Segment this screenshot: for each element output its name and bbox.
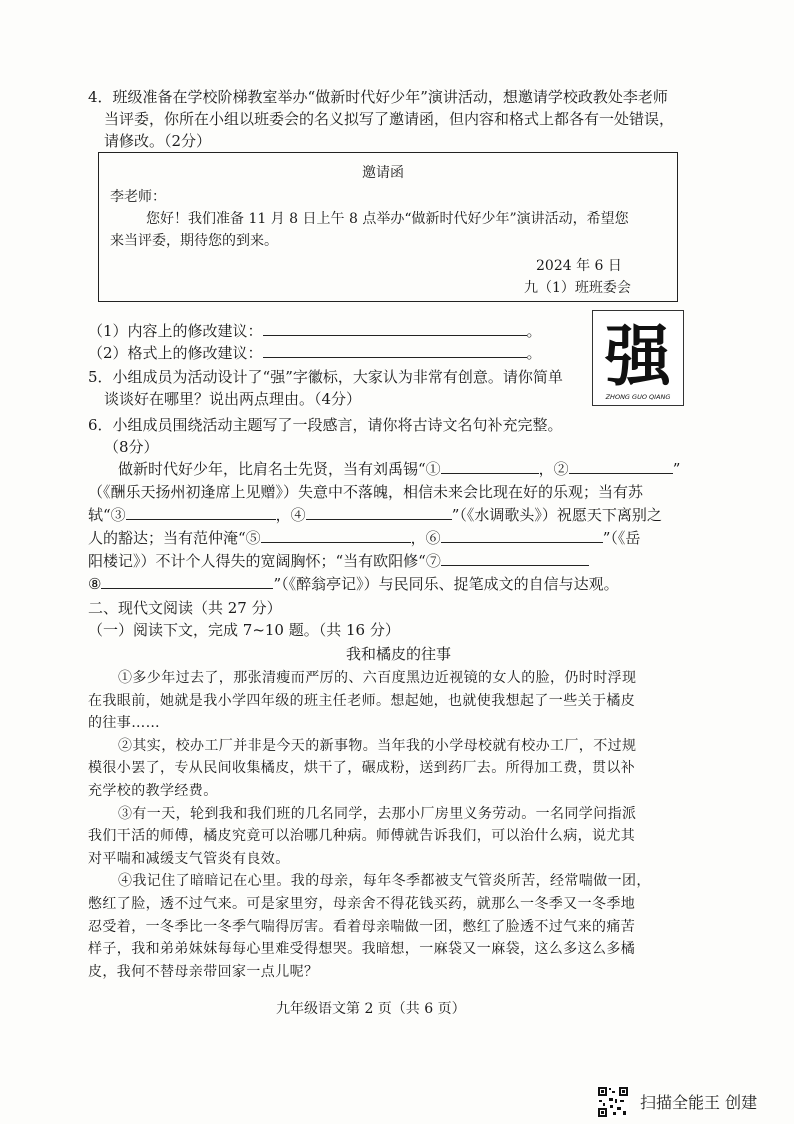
article-line: 忍受着，一冬季比一冬季气喘得厉害。看着母亲喘做一团，憋红了脸透不过气来的痛苦 bbox=[88, 918, 636, 935]
q6-text: ”（《醉翁亭记》）与民同乐、捉笔成文的自信与达观。 bbox=[273, 575, 619, 593]
q6-text: ” bbox=[672, 460, 681, 478]
q6-text: ，② bbox=[538, 460, 569, 478]
q4-format-label: （2）格式上的修改建议： bbox=[88, 344, 263, 362]
blank-5[interactable] bbox=[261, 527, 411, 543]
article-line: 的往事…… bbox=[88, 715, 160, 732]
q6-text: ”（《岳 bbox=[602, 529, 641, 547]
article-line: 对平喘和减缓支气管炎有良效。 bbox=[88, 850, 290, 867]
article-line: 我们干活的师傅，橘皮究竟可以治哪几种病。师傅就告诉我们，可以治什么病，说尤其 bbox=[88, 828, 636, 845]
article-line: ③有一天，轮到我和我们班的几名同学，去那小厂房里义务劳动。一名同学问指派 bbox=[118, 805, 637, 822]
q6-para-line-6 bbox=[88, 573, 708, 595]
blank-6[interactable] bbox=[441, 527, 603, 543]
q6-para-line-3 bbox=[88, 504, 708, 526]
q4-format-period: 。 bbox=[526, 344, 542, 362]
q5-line-1: 5．小组成员为活动设计了“强”字徽标，大家认为非常有创意。请你简单 bbox=[88, 368, 563, 386]
article-line: 皮，我何不替母亲带回家一点儿呢？ bbox=[88, 963, 319, 980]
invitation-date: 2024 年 6 日 bbox=[536, 258, 622, 274]
q4-line-2: 当评委，你所在小组以班委会的名义拟写了邀请函，但内容和格式上都各有一处错误， bbox=[104, 110, 675, 128]
q6-text: 轼“③ bbox=[88, 506, 126, 524]
article-line: 模很小罢了，专从民间收集橘皮，烘干了，碾成粉，送到药厂去。所得加工费，贯以补 bbox=[88, 760, 636, 777]
article-line: ①多少年过去了，那张清瘦而严厉的、六百度黑边近视镜的女人的脸，仍时时浮现 bbox=[118, 670, 637, 686]
q6-text: 做新时代好少年，比肩名士先贤，当有刘禹锡“① bbox=[118, 460, 441, 478]
article-line: ④我记住了暗暗记在心里。我的母亲，每年冬季都被支气管炎所苦，经常喘做一团， bbox=[118, 873, 651, 890]
invitation-body-2: 来当评委，期待您的到来。 bbox=[110, 233, 278, 249]
q4-content-label: （1）内容上的修改建议： bbox=[88, 322, 263, 340]
q6-para-line-5 bbox=[88, 550, 708, 572]
article-line: ②其实，校办工厂并非是今天的新事物。当年我的小学母校就有校办工厂，不过规 bbox=[118, 737, 637, 754]
page-footer: 九年级语文第 2 页（共 6 页） bbox=[276, 1001, 466, 1017]
qr-code-icon bbox=[597, 1086, 629, 1118]
q6-line-2: （8分） bbox=[104, 438, 159, 456]
q6-text: 阳楼记》）不计个人得失的宽阔胸怀；“当有欧阳修“⑦ bbox=[88, 552, 441, 570]
qiang-logo-char: 强 bbox=[605, 317, 671, 395]
watermark-text: 扫描全能王 创建 bbox=[640, 1093, 758, 1112]
q6-para-line-1 bbox=[118, 458, 738, 480]
q6-text: ，④ bbox=[275, 506, 306, 524]
q6-line-1: 6．小组成员围绕活动主题写了一段感言，请你将古诗文名句补充完整。 bbox=[88, 416, 563, 434]
qiang-logo-caption: ZHONG GUO QIANG bbox=[605, 393, 671, 401]
q6-para-line-4 bbox=[88, 527, 708, 549]
q6-text: ，⑥ bbox=[410, 529, 441, 547]
q6-text: ⑧ bbox=[88, 575, 102, 593]
article-line: 充学校的教学经费。 bbox=[88, 783, 218, 799]
invitation-body-1: 您好！我们准备 11 月 8 日上午 8 点举办“做新时代好少年”演讲活动，希望您 bbox=[146, 211, 629, 227]
article-line: 样子，我和弟弟妹妹每每心里难受得想哭。我暗想，一麻袋又一麻袋，这么多这么多橘 bbox=[88, 941, 636, 958]
blank-8[interactable] bbox=[101, 573, 273, 589]
article-title: 我和橘皮的往事 bbox=[346, 645, 452, 663]
section-2-heading: 二、现代文阅读（共 27 分） bbox=[88, 599, 282, 617]
blank-1[interactable] bbox=[441, 458, 539, 474]
q6-para-line-2: （《酬乐天扬州初逢席上见赠》）失意中不落魄，相信未来会比现在好的乐观；当有苏 bbox=[88, 483, 644, 501]
q4-line-1: 4．班级准备在学校阶梯教室举办“做新时代好少年”演讲活动，想邀请学校政教处李老师 bbox=[88, 88, 668, 106]
q6-text: ”（《水调歌头》）祝愿天下离别之 bbox=[451, 506, 662, 524]
q4-format-blank[interactable] bbox=[263, 342, 527, 358]
blank-7[interactable] bbox=[441, 550, 589, 566]
invitation-signature: 九（1）班班委会 bbox=[524, 280, 631, 296]
blank-4[interactable] bbox=[306, 504, 452, 520]
section-2-subheading: （一）阅读下文，完成 7~10 题。（共 16 分） bbox=[88, 621, 400, 639]
q4-content-blank[interactable] bbox=[263, 320, 527, 336]
invitation-title: 邀请函 bbox=[362, 165, 404, 181]
blank-3[interactable] bbox=[126, 504, 276, 520]
article-line: 憋红了脸，透不过气来。可是家里穷，母亲舍不得花钱买药，就那么一冬季又一冬季地 bbox=[88, 896, 636, 912]
article-line: 在我眼前，她就是我小学四年级的班主任老师。想起她，也就使我想起了一些关于橘皮 bbox=[88, 692, 636, 709]
q5-line-2: 谈谈好在哪里？说出两点理由。（4分） bbox=[104, 390, 362, 408]
invitation-salutation: 李老师： bbox=[110, 189, 166, 205]
blank-2[interactable] bbox=[569, 458, 673, 474]
q6-text: 人的豁达；当有范仲淹“⑤ bbox=[88, 529, 261, 547]
q4-line-3: 请修改。（2分） bbox=[104, 132, 212, 150]
q4-content-period: 。 bbox=[526, 322, 542, 340]
